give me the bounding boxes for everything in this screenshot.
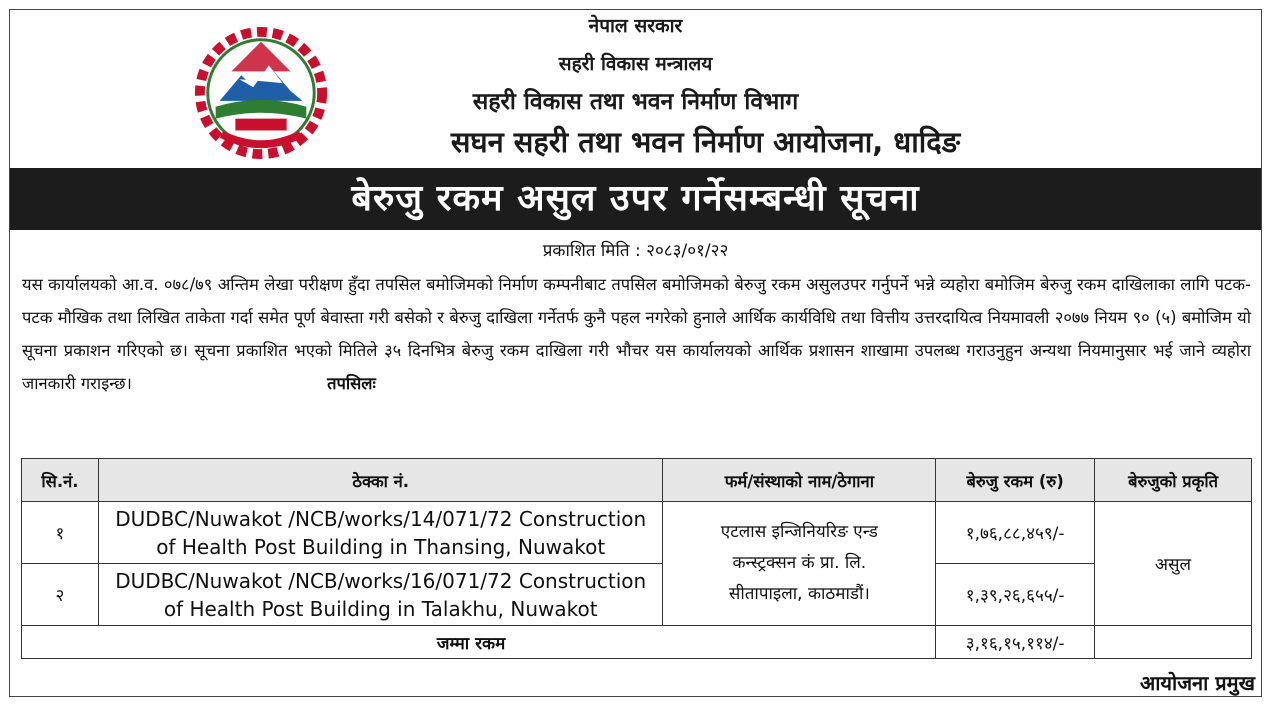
notice-title: बेरुजु रकम असुल उपर गर्नेसम्बन्धी सूचना [10,168,1261,230]
total-label: जम्मा रकम [22,626,936,659]
published-date: प्रकाशित मिति : २०८३/०१/२२ [542,241,729,261]
header-line-project: सघन सहरी तथा भवन निर्माण आयोजना, धादिङ [450,125,961,159]
header-line-department: सहरी विकास तथा भवन निर्माण विभाग [472,89,799,115]
header-line-ministry: सहरी विकास मन्त्रालय [558,53,713,75]
total-amount: ३,१६,१५,११४/- [936,626,1095,659]
details-table [21,458,1252,659]
row-amount: १,७६,८८,४५९/- [936,502,1095,564]
nature-cell: असुल [1095,502,1252,626]
header-nature: बेरुजुको प्रकृति [1095,459,1252,502]
firm-line: सीतापाइला, काठमाडौं। [728,584,870,604]
header-amount: बेरुजु रकम (रु) [936,459,1095,502]
row-contract: DUDBC/Nuwakot /NCB/works/16/071/72 Construction of Health Post Building in Talakhu, Nuwakot [98,564,663,626]
table-row [22,502,1252,564]
total-empty-cell [1095,626,1252,659]
row-sn: २ [22,564,99,626]
notice-body [22,268,1251,400]
row-amount: १,३९,२६,६५५/- [936,564,1095,626]
total-row [22,626,1252,659]
notice-paragraph: यस कार्यालयको आ.व. ०७८/७९ अन्तिम लेखा परीक्षण हुँदा तपसिल बमोजिमको निर्माण कम्पनीबाट तपसिल बमोजिमको बेरुजु रकम असुलउपर गर्नुपर्ने भन्ने व्यहोरा बमोजिम बेरुजु रकम दाखिलाका लागि पटक-पटक मौखिक तथा लिखित ताकेता गर्दा समेत पूर्ण बेवास्ता गरी बसेको र बेरुजु दाखिला गर्नेतर्फ कुनै पहल नगरेको हुनाले आर्थिक कार्यविधि तथा वित्तीय उत्तरदायित्व नियमावली २०७७ नियम ९० (५) बमोजिम यो सूचना प्रकाशन गरिएको छ। सूचना प्रकाशित भएको मितिले ३५ दिनभित्र बेरुजु रकम दाखिला गरी भौचर यस कार्यालयको आर्थिक प्रशासन शाखामा उपलब्ध गराउनुहुन अन्यथा नियमानुसार भई जाने व्यहोरा जानकारी गराइन्छ। [22,275,1251,393]
notice-page [9,9,1262,697]
table-row [22,564,1252,626]
firm-line: एटलास इन्जिनियरिङ एन्ड [720,522,878,542]
header-sn: सि.नं. [22,459,99,502]
signature: आयोजना प्रमुख [1139,671,1255,695]
firm-cell [663,502,936,626]
header-contract: ठेक्का नं. [98,459,663,502]
row-contract: DUDBC/Nuwakot /NCB/works/14/071/72 Construction of Health Post Building in Thansing, Nuwakot [98,502,663,564]
table-header-row [22,459,1252,502]
row-sn: १ [22,502,99,564]
header-firm: फर्म/संस्थाको नाम/ठेगाना [663,459,936,502]
tapasil-label: तपसिलः [327,374,376,393]
firm-line: कन्स्ट्रक्सन कं प्रा. लि. [732,553,867,573]
header [10,10,1261,168]
header-line-government: नेपाल सरकार [588,15,683,37]
